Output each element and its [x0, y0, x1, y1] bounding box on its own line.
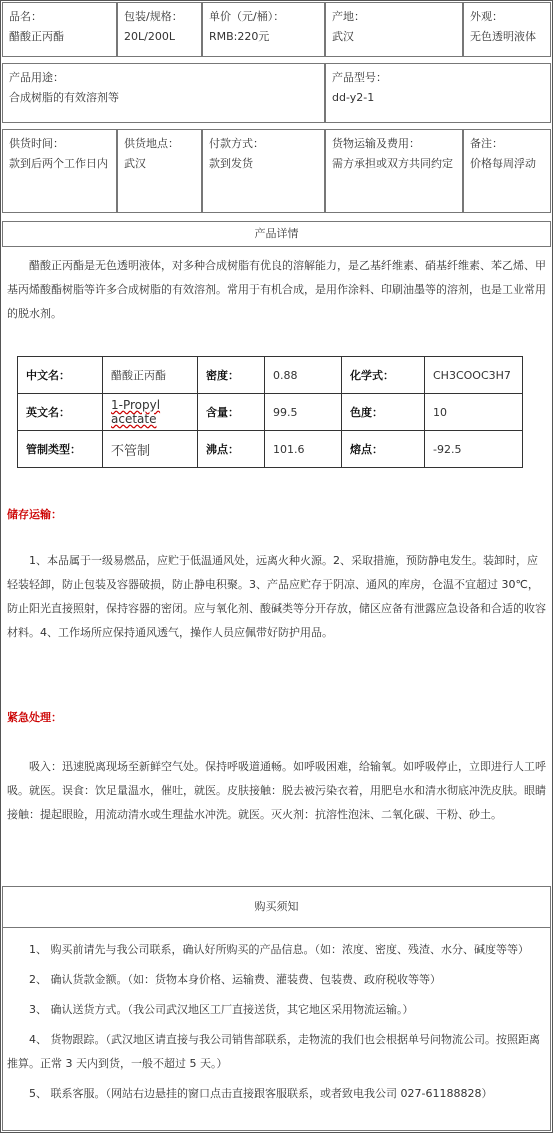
spec-key: 沸点：	[198, 431, 265, 468]
info-cell-model	[325, 63, 551, 123]
info-label: 付款方式：	[209, 137, 264, 150]
spec-key: 英文名：	[18, 394, 103, 431]
info-label: 产地：	[332, 10, 365, 23]
spec-row	[18, 394, 523, 431]
purchase-item: 4、 货物跟踪。（武汉地区请直接与我公司销售部联系，走物流的我们也会根据单号问物流公司。按照距离推算。正常 3 天内到货，一般不超过 5 天。）	[7, 1033, 540, 1070]
spec-value: 醋酸正丙酯	[103, 357, 198, 394]
spec-value	[103, 394, 198, 431]
info-cell-price	[202, 2, 325, 57]
info-label: 产品型号：	[332, 71, 387, 84]
storage-title: 储存运输：	[7, 508, 62, 521]
purchase-list	[7, 938, 547, 1112]
spec-value: 99.5	[265, 394, 342, 431]
spec-table	[17, 356, 523, 468]
info-label: 供货地点：	[124, 137, 179, 150]
info-label: 产品用途：	[9, 71, 64, 84]
storage-text: 1、本品属于一级易燃品，应贮于低温通风处，远离火种火源。2、采取措施，预防静电发生。装卸时，应轻装轻卸，防止包装及容器破损，防止静电积聚。3、产品应贮存于阴凉、通风的库房，仓温不宜超过 30℃，防止阳光直接照射，保持容器的密闭。应与氧化剂、酸碱类等分开存放，储区应备有泄露应急设备和合适的收容材料。4、工作场所应保持通风透气，操作人员应佩带好防护用品。	[7, 554, 546, 639]
info-value: 武汉	[332, 30, 354, 43]
info-value: 醋酸正丙酯	[9, 30, 64, 43]
info-value: 武汉	[124, 157, 146, 170]
product-intro: 醋酸正丙酯是无色透明液体，对多种合成树脂有优良的溶解能力，是乙基纤维素、硝基纤维素、苯乙烯、甲基丙烯酸酯树脂等许多合成树脂的有效溶剂。常用于有机合成，是用作涂料、印刷油墨等的溶剂，也是工业常用的脱水剂。	[7, 259, 546, 320]
emergency-text: 吸入：迅速脱离现场至新鲜空气处。保持呼吸道通畅。如呼吸困难，给输氧。如呼吸停止，立即进行人工呼吸。就医。误食：饮足量温水，催吐，就医。皮肤接触：脱去被污染衣着，用肥皂水和清水彻底冲洗皮肤。眼睛接触：提起眼睑，用流动清水或生理盐水冲洗。就医。灭火剂：抗溶性泡沫、二氧化碳、干粉、砂土。	[7, 760, 546, 821]
purchase-item: 3、 确认送货方式。（我公司武汉地区工厂直接送货，其它地区采用物流运输。）	[29, 1003, 414, 1016]
spec-key: 化学式：	[342, 357, 425, 394]
info-label: 备注：	[470, 137, 503, 150]
spec-value: -92.5	[425, 431, 523, 468]
spec-row	[18, 357, 523, 394]
spec-key: 管制类型：	[18, 431, 103, 468]
info-cell-name	[2, 2, 117, 57]
spec-value: 10	[425, 394, 523, 431]
spec-value: CH3COOC3H7	[425, 357, 523, 394]
info-label: 包装/规格：	[124, 10, 183, 23]
spec-value: 0.88	[265, 357, 342, 394]
info-cell-shipping	[325, 129, 463, 213]
purchase-heading: 购买须知	[2, 886, 551, 928]
info-label: 货物运输及费用：	[332, 137, 420, 150]
info-cell-payment	[202, 129, 325, 213]
spec-value-text: 1-Propyl acetate	[111, 398, 161, 426]
info-value: 无色透明液体	[470, 30, 536, 43]
info-value: 需方承担或双方共同约定	[332, 157, 453, 170]
spec-key: 中文名：	[18, 357, 103, 394]
info-cell-usage	[2, 63, 325, 123]
info-cell-supply-time	[2, 129, 117, 213]
spec-value: 不管制	[103, 431, 198, 468]
info-label: 供货时间：	[9, 137, 64, 150]
info-cell-appearance	[463, 2, 551, 57]
info-value: dd-y2-1	[332, 91, 375, 104]
info-cell-origin	[325, 2, 463, 57]
info-value: 款到发货	[209, 157, 253, 170]
purchase-item: 2、 确认货款金额。（如：货物本身价格、运输费、灌装费、包装费、政府税收等等）	[29, 973, 441, 986]
info-cell-remark	[463, 129, 551, 213]
details-heading: 产品详情	[2, 221, 551, 247]
info-cell-package	[117, 2, 202, 57]
info-value: 款到后两个工作日内	[9, 157, 108, 170]
info-label: 品名：	[9, 10, 42, 23]
spec-key: 熔点：	[342, 431, 425, 468]
purchase-item: 1、 购买前请先与我公司联系，确认好所购买的产品信息。（如：浓度、密度、残渣、水分、碱度等等）	[29, 943, 529, 956]
info-label: 外观：	[470, 10, 503, 23]
spec-key: 含量：	[198, 394, 265, 431]
spec-key: 色度：	[342, 394, 425, 431]
emergency-title: 紧急处理：	[7, 711, 62, 724]
info-value: 合成树脂的有效溶剂等	[9, 91, 119, 104]
info-value: 价格每周浮动	[470, 157, 536, 170]
spec-value: 101.6	[265, 431, 342, 468]
spec-row	[18, 431, 523, 468]
spec-key: 密度：	[198, 357, 265, 394]
info-label: 单价（元/桶）：	[209, 10, 285, 23]
purchase-item: 5、 联系客服。（网站右边悬挂的窗口点击直接跟客服联系，或者致电我公司 027-61188828）	[29, 1087, 493, 1100]
info-value: RMB:220元	[209, 30, 270, 43]
info-cell-supply-place	[117, 129, 202, 213]
info-value: 20L/200L	[124, 30, 175, 43]
